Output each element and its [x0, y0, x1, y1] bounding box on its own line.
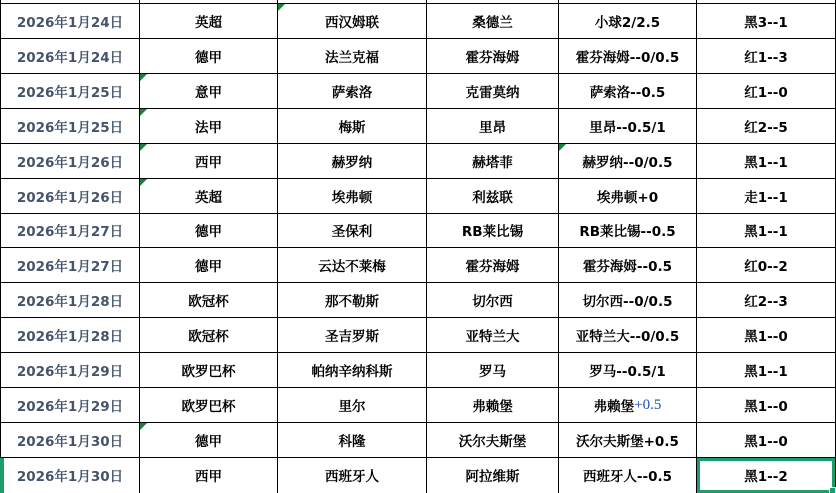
- away-team-label: 赫塔菲: [472, 154, 513, 171]
- handicap-label: 里昂--0.5/1: [589, 119, 666, 136]
- league-label: 欧冠杯: [188, 294, 229, 311]
- table-row: [0, 144, 836, 179]
- handicap-label: 霍芬海姆--0/0.5: [575, 49, 680, 66]
- home-team-label: 埃弗顿: [331, 189, 373, 206]
- cell-away-team[interactable]: [427, 458, 559, 493]
- cell-away-team[interactable]: [427, 144, 559, 178]
- cell-home-team[interactable]: [278, 179, 427, 213]
- cell-league[interactable]: [140, 39, 278, 73]
- cell-date[interactable]: [0, 39, 140, 73]
- cell-date[interactable]: [0, 74, 140, 108]
- cell-date[interactable]: [0, 0, 140, 3]
- handicap-label: 西班牙人--0.5: [582, 469, 673, 486]
- cell-home-team[interactable]: [278, 4, 427, 38]
- home-team-label: 西汉姆联: [325, 14, 379, 31]
- home-team-label: 里尔: [338, 399, 366, 416]
- handicap-label: 霍芬海姆--0.5: [582, 259, 673, 276]
- date-label: 2026年1月26日: [16, 154, 124, 171]
- cell-away-team[interactable]: [427, 214, 559, 248]
- cell-away-team[interactable]: [427, 0, 559, 3]
- table-row: [0, 74, 836, 109]
- home-team-label: 梅斯: [338, 119, 366, 136]
- away-team-label: 亚特兰大: [465, 329, 520, 346]
- cell-date[interactable]: [0, 248, 140, 282]
- cell-home-team[interactable]: [278, 458, 427, 493]
- table-row: [0, 353, 836, 388]
- league-label: 德甲: [195, 259, 222, 276]
- result-label: 黑1--1: [744, 224, 788, 241]
- cell-date[interactable]: [0, 423, 140, 457]
- cell-result[interactable]: [697, 214, 836, 248]
- cell-result[interactable]: [697, 318, 836, 352]
- cell-handicap[interactable]: [559, 388, 697, 422]
- date-label: 2026年1月30日: [16, 434, 124, 451]
- error-indicator-triangle-icon: [140, 74, 147, 81]
- cell-away-team[interactable]: [427, 39, 559, 73]
- cell-league[interactable]: [140, 0, 278, 3]
- cell-home-team[interactable]: [278, 318, 427, 352]
- result-label: 黑3--1: [744, 14, 788, 31]
- home-team-label: 帕纳辛纳科斯: [311, 364, 393, 381]
- result-label: 黑1--0: [744, 329, 788, 346]
- cell-handicap[interactable]: [559, 39, 697, 73]
- date-label: 2026年1月24日: [16, 14, 124, 31]
- away-team-label: 罗马: [479, 364, 506, 381]
- result-label: 黑1--1: [744, 154, 788, 171]
- cell-away-team[interactable]: [427, 109, 559, 143]
- home-team-label: 萨索洛: [331, 84, 373, 101]
- cell-handicap[interactable]: [559, 214, 697, 248]
- cell-date[interactable]: [0, 179, 140, 213]
- cell-away-team[interactable]: [427, 74, 559, 108]
- cell-result[interactable]: [697, 283, 836, 317]
- cell-league[interactable]: [140, 388, 278, 422]
- handicap-label: 小球2/2.5: [594, 14, 661, 31]
- home-team-label: 法兰克福: [325, 49, 379, 66]
- date-label: 2026年1月29日: [16, 399, 124, 416]
- result-label: 红2--3: [744, 294, 788, 311]
- home-team-label: 赫罗纳: [331, 154, 373, 171]
- league-label: 法甲: [195, 119, 222, 136]
- handicap-label: RB莱比锡--0.5: [579, 224, 676, 241]
- cell-date[interactable]: [0, 353, 140, 387]
- result-label: 红0--2: [744, 259, 788, 276]
- home-team-label: 科隆: [338, 434, 366, 451]
- league-label: 意甲: [195, 84, 222, 101]
- error-indicator-triangle-icon: [559, 144, 566, 151]
- cell-date[interactable]: [0, 4, 140, 38]
- cell-result[interactable]: [697, 353, 836, 387]
- handicap-label: 埃弗顿+0: [596, 189, 659, 206]
- cell-league[interactable]: [140, 4, 278, 38]
- cell-date[interactable]: [0, 283, 140, 317]
- cell-date[interactable]: [0, 214, 140, 248]
- away-team-label: 切尔西: [472, 294, 513, 311]
- cell-handicap[interactable]: [559, 283, 697, 317]
- away-team-label: 霍芬海姆: [465, 49, 520, 66]
- cell-result[interactable]: [697, 74, 836, 108]
- handicap-suffix-label: +0.5: [634, 396, 662, 413]
- table-row: [0, 109, 836, 144]
- league-label: 欧罗巴杯: [181, 364, 236, 381]
- away-team-label: 弗赖堡: [472, 399, 513, 416]
- cell-result[interactable]: [697, 109, 836, 143]
- cell-away-team[interactable]: [427, 318, 559, 352]
- away-team-label: 阿拉维斯: [465, 469, 520, 486]
- table-row: [0, 248, 836, 283]
- fill-handle[interactable]: [829, 487, 836, 493]
- cell-league[interactable]: [140, 214, 278, 248]
- error-indicator-triangle-icon: [140, 179, 147, 186]
- away-team-label: 沃尔夫斯堡: [458, 434, 527, 451]
- handicap-label: 切尔西--0/0.5: [582, 294, 673, 311]
- cell-handicap[interactable]: [559, 248, 697, 282]
- cell-league[interactable]: [140, 179, 278, 213]
- result-label: 走1--1: [744, 189, 788, 206]
- cell-away-team[interactable]: [427, 179, 559, 213]
- cell-date[interactable]: [0, 458, 140, 493]
- error-indicator-triangle-icon: [140, 144, 147, 151]
- cell-home-team[interactable]: [278, 423, 427, 457]
- home-team-label: 那不勒斯: [325, 294, 379, 311]
- result-label: 黑1--1: [744, 364, 788, 381]
- home-team-label: 西班牙人: [325, 469, 379, 486]
- table-row: [0, 423, 836, 458]
- away-team-label: 里昂: [479, 119, 506, 136]
- cell-home-team[interactable]: [278, 248, 427, 282]
- cell-league[interactable]: [140, 423, 278, 457]
- date-label: 2026年1月28日: [16, 294, 124, 311]
- cell-result[interactable]: [697, 144, 836, 178]
- away-team-label: 克雷莫纳: [465, 84, 520, 101]
- cell-date[interactable]: [0, 144, 140, 178]
- away-team-label: 利兹联: [472, 189, 513, 206]
- league-label: 德甲: [195, 224, 222, 241]
- league-label: 英超: [195, 14, 222, 31]
- cell-handicap[interactable]: [559, 423, 697, 457]
- cell-home-team[interactable]: [278, 283, 427, 317]
- cell-home-team[interactable]: [278, 388, 427, 422]
- handicap-label: 罗马--0.5/1: [589, 364, 666, 381]
- cell-league[interactable]: [140, 353, 278, 387]
- table-row: [0, 283, 836, 318]
- cell-result[interactable]: [697, 179, 836, 213]
- error-indicator-triangle-icon: [278, 4, 285, 11]
- date-label: 2026年1月30日: [16, 469, 124, 486]
- cell-date[interactable]: [0, 318, 140, 352]
- cell-away-team[interactable]: [427, 283, 559, 317]
- table-row: [0, 388, 836, 423]
- home-team-label: 圣保利: [331, 224, 373, 241]
- result-label: 红1--3: [744, 49, 788, 66]
- cell-league[interactable]: [140, 74, 278, 108]
- error-indicator-triangle-icon: [140, 423, 147, 430]
- date-label: 2026年1月29日: [16, 364, 124, 381]
- league-label: 欧冠杯: [188, 329, 229, 346]
- cell-home-team[interactable]: [278, 0, 427, 3]
- result-label: 红1--0: [744, 84, 788, 101]
- home-team-label: 云达不莱梅: [318, 259, 386, 276]
- cell-away-team[interactable]: [427, 423, 559, 457]
- cell-away-team[interactable]: [427, 353, 559, 387]
- table-row: [0, 39, 836, 74]
- away-team-label: RB莱比锡: [461, 224, 524, 241]
- result-label: 黑1--0: [744, 434, 788, 451]
- cell-league[interactable]: [140, 458, 278, 493]
- home-team-label: 圣吉罗斯: [325, 329, 379, 346]
- league-label: 德甲: [195, 434, 222, 451]
- cell-league[interactable]: [140, 144, 278, 178]
- cell-handicap[interactable]: [559, 144, 697, 178]
- cell-handicap[interactable]: [559, 458, 697, 493]
- away-team-label: 霍芬海姆: [465, 259, 520, 276]
- handicap-label: 沃尔夫斯堡+0.5: [576, 434, 679, 451]
- table-row: [0, 458, 836, 493]
- league-label: 欧罗巴杯: [181, 399, 236, 416]
- cell-handicap[interactable]: [559, 109, 697, 143]
- cell-result[interactable]: [697, 4, 836, 38]
- date-label: 2026年1月25日: [16, 119, 124, 136]
- handicap-label: 亚特兰大--0/0.5: [575, 329, 680, 346]
- cell-result[interactable]: [697, 388, 836, 422]
- handicap-label: 弗赖堡: [593, 399, 635, 416]
- league-label: 德甲: [195, 49, 222, 66]
- result-label: 黑1--0: [744, 399, 788, 416]
- result-label: 黑1--2: [744, 469, 788, 486]
- cell-home-team[interactable]: [278, 39, 427, 73]
- handicap-label: 赫罗纳--0/0.5: [582, 154, 673, 171]
- table-row: [0, 318, 836, 353]
- cell-handicap[interactable]: [559, 4, 697, 38]
- cell-result-selected[interactable]: [697, 458, 836, 493]
- cell-away-team[interactable]: [427, 388, 559, 422]
- cell-handicap[interactable]: [559, 318, 697, 352]
- date-label: 2026年1月26日: [16, 189, 124, 206]
- selected-row-edge-indicator: [0, 458, 4, 493]
- error-indicator-triangle-icon: [140, 109, 147, 116]
- cell-date[interactable]: [0, 109, 140, 143]
- table-row: [0, 4, 836, 39]
- cell-away-team[interactable]: [427, 4, 559, 38]
- table-row: [0, 214, 836, 249]
- cell-league[interactable]: [140, 283, 278, 317]
- cell-league[interactable]: [140, 109, 278, 143]
- date-label: 2026年1月28日: [16, 329, 124, 346]
- cell-home-team[interactable]: [278, 144, 427, 178]
- cell-handicap[interactable]: [559, 179, 697, 213]
- cell-date[interactable]: [0, 388, 140, 422]
- cell-result[interactable]: [697, 39, 836, 73]
- league-label: 西甲: [195, 469, 222, 486]
- date-label: 2026年1月24日: [16, 49, 124, 66]
- cell-handicap[interactable]: [559, 74, 697, 108]
- league-label: 西甲: [195, 154, 222, 171]
- date-label: 2026年1月27日: [16, 259, 124, 276]
- cell-result[interactable]: [697, 248, 836, 282]
- cell-home-team[interactable]: [278, 214, 427, 248]
- date-label: 2026年1月25日: [16, 84, 124, 101]
- result-label: 红2--5: [744, 119, 788, 136]
- league-label: 英超: [195, 189, 222, 206]
- cell-handicap[interactable]: [559, 353, 697, 387]
- table-row: [0, 179, 836, 214]
- cell-result[interactable]: [697, 0, 836, 3]
- cell-league[interactable]: [140, 318, 278, 352]
- cell-home-team[interactable]: [278, 109, 427, 143]
- cell-home-team[interactable]: [278, 353, 427, 387]
- cell-away-team[interactable]: [427, 248, 559, 282]
- away-team-label: 桑德兰: [472, 14, 513, 31]
- cell-handicap[interactable]: [559, 0, 697, 3]
- handicap-label: 萨索洛--0.5: [589, 84, 666, 101]
- cell-result[interactable]: [697, 423, 836, 457]
- cell-home-team[interactable]: [278, 74, 427, 108]
- cell-league[interactable]: [140, 248, 278, 282]
- date-label: 2026年1月27日: [16, 224, 124, 241]
